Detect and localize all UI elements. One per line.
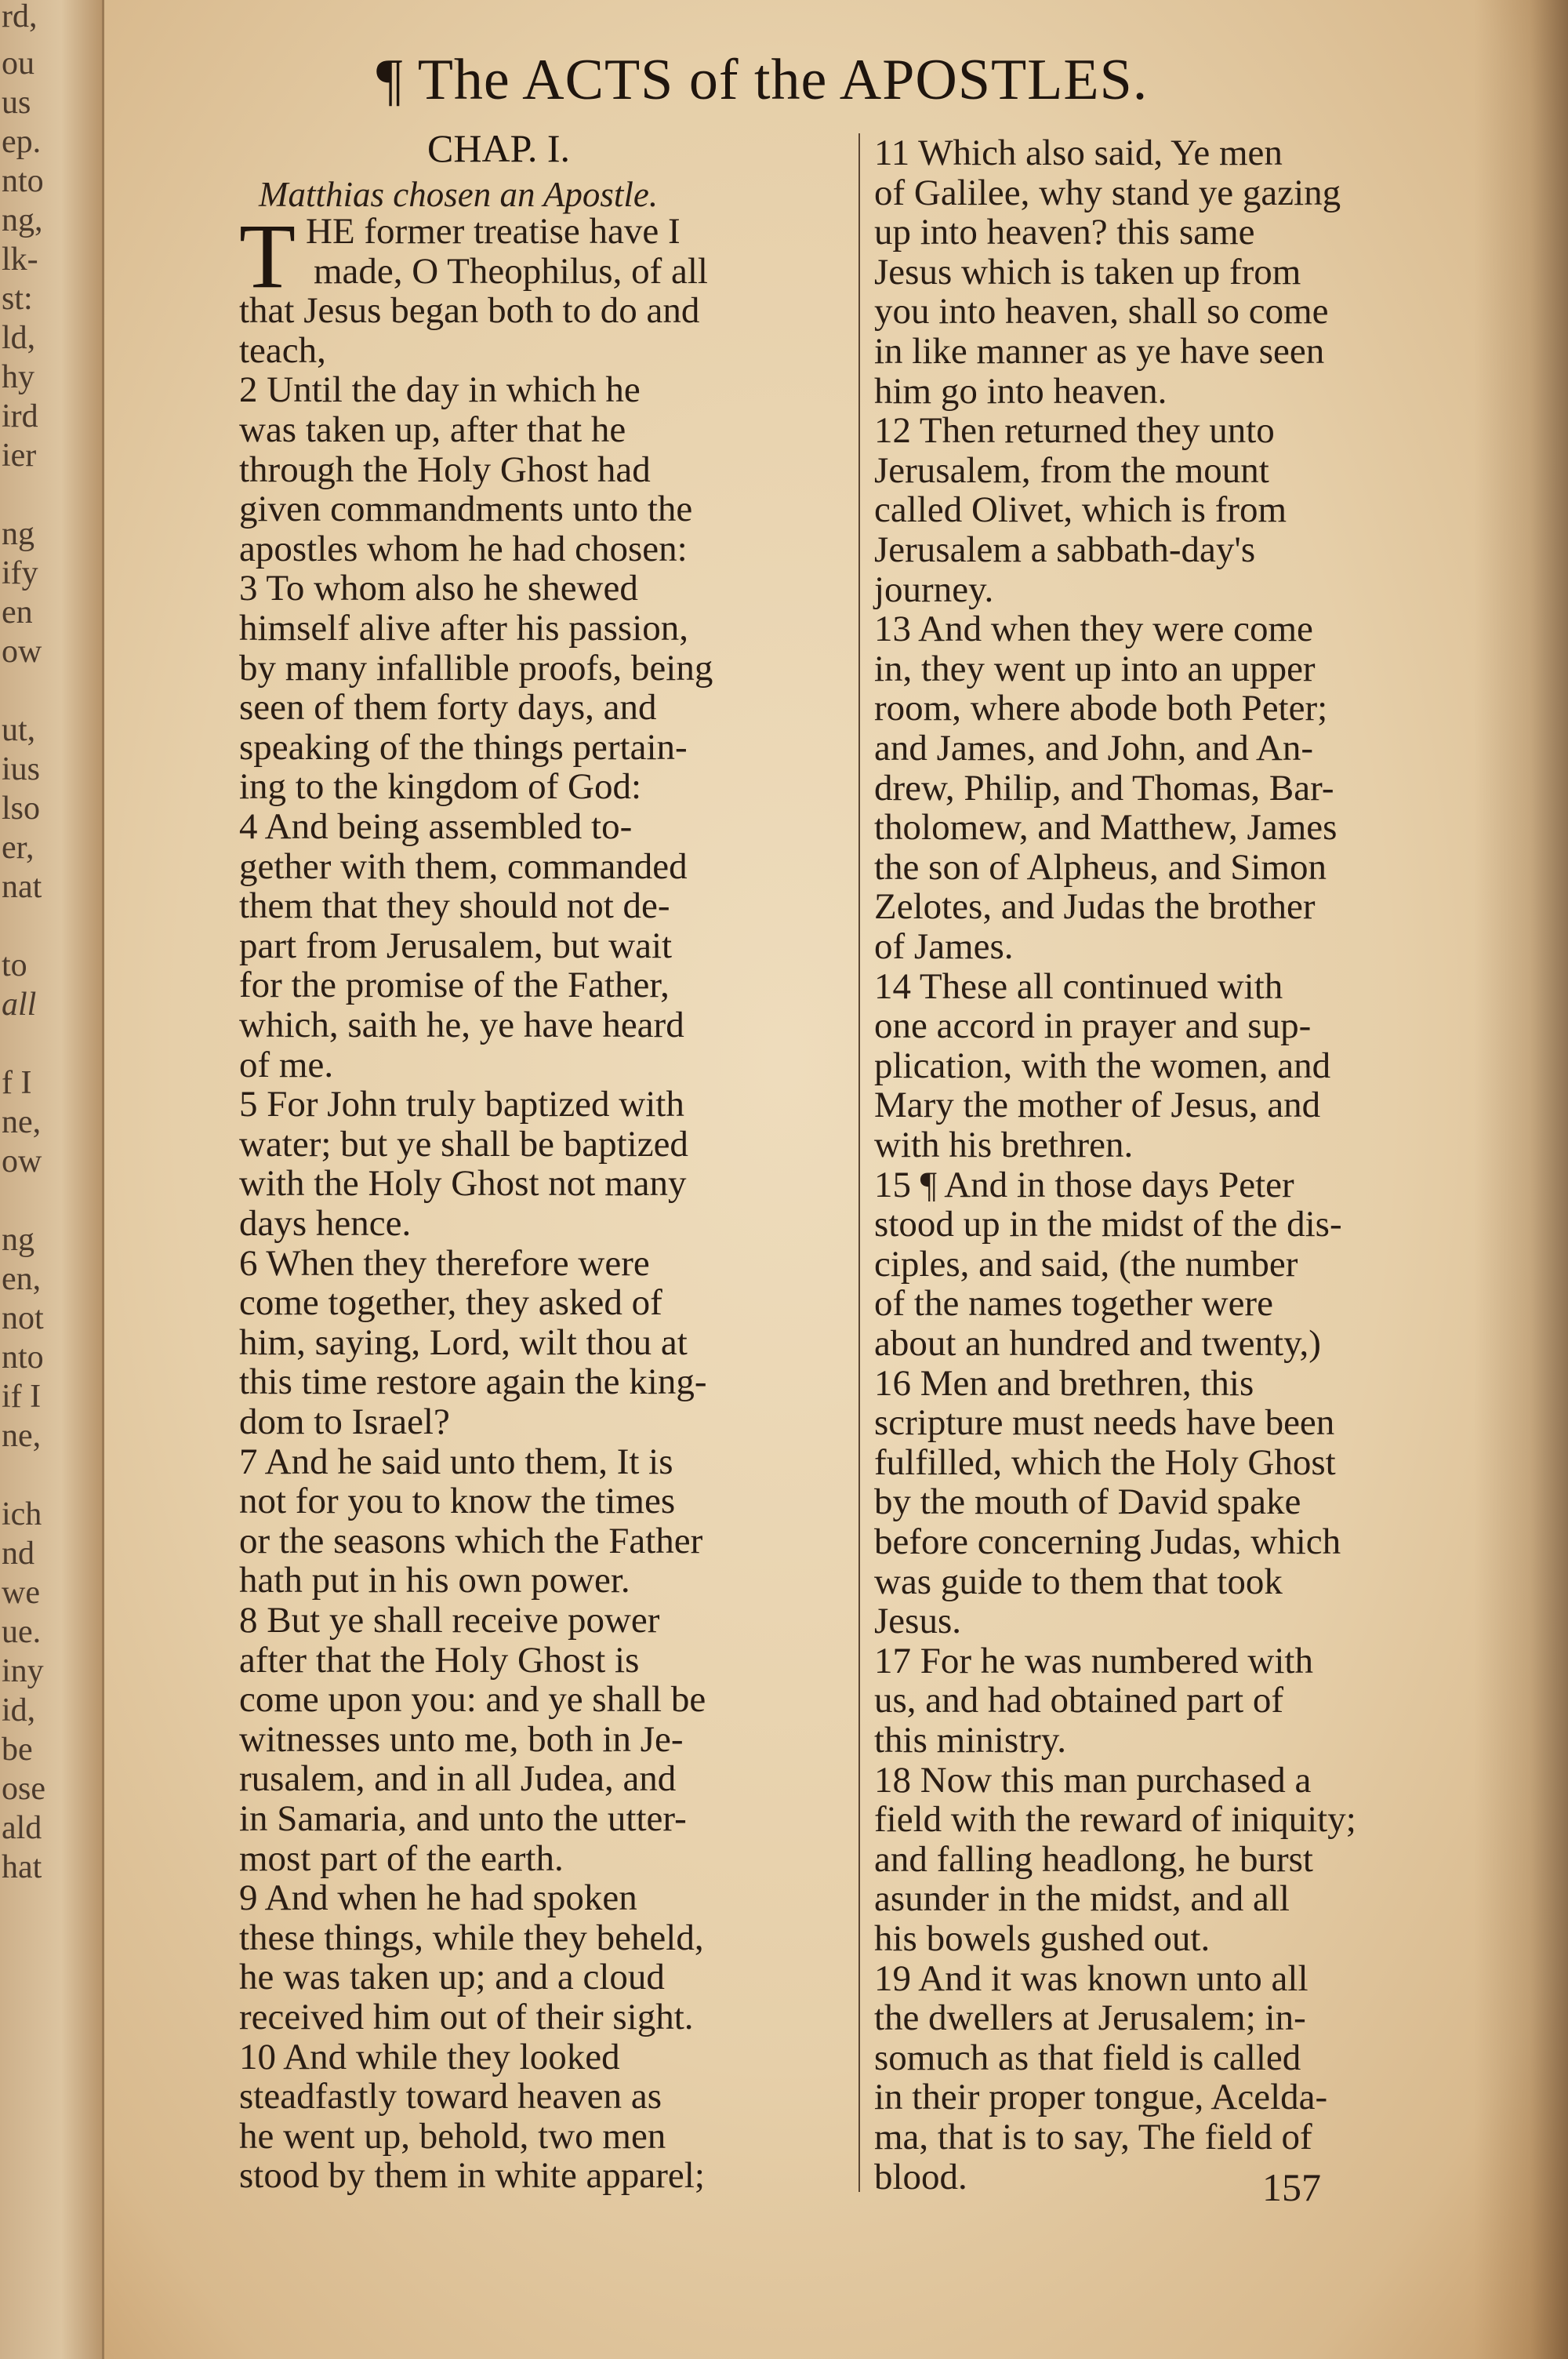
text-line: of me. — [239, 1044, 334, 1085]
text-line: this time restore again the king- — [239, 1361, 707, 1403]
text-line: 10 And while they looked — [239, 2036, 620, 2077]
text-line: water; but ye shall be baptized — [239, 1123, 688, 1165]
text-line: the dwellers at Jerusalem; in- — [874, 1997, 1306, 2039]
facing-page-fragment: ald — [2, 1810, 42, 1846]
text-line: plication, with the women, and — [874, 1045, 1331, 1086]
text-line: 14 These all continued with — [874, 965, 1283, 1007]
facing-page-fragment: lso — [2, 791, 41, 827]
text-line: by many infallible proofs, being — [239, 647, 713, 689]
text-line: Jerusalem, from the mount — [874, 449, 1269, 491]
facing-page-fragment: to — [2, 947, 27, 983]
text-line: 19 And it was known unto all — [874, 1957, 1308, 1999]
facing-page-fragment: all — [2, 987, 37, 1023]
text-line: blood. — [874, 2156, 967, 2197]
text-line: 5 For John truly baptized with — [239, 1084, 684, 1125]
text-line: days hence. — [239, 1203, 412, 1244]
text-line: field with the reward of iniquity; — [874, 1799, 1356, 1841]
facing-page-fragment: ne, — [2, 1418, 42, 1454]
facing-page-fragment: ify — [2, 555, 38, 591]
text-line: come together, they asked of — [239, 1282, 662, 1324]
text-line: in their proper tongue, Acelda- — [874, 2077, 1328, 2118]
facing-page-fragment: ose — [2, 1771, 45, 1807]
text-line: gether with them, commanded — [239, 845, 688, 887]
text-line: scripture must needs have been — [874, 1402, 1335, 1444]
text-line: tholomew, and Matthew, James — [874, 807, 1338, 849]
text-line: given commandments unto the — [239, 489, 693, 530]
text-line: teach, — [239, 329, 326, 371]
text-line: which, saith he, ye have heard — [239, 1005, 684, 1045]
text-line: somuch as that field is called — [874, 2037, 1301, 2078]
text-line: 17 For he was numbered with — [874, 1640, 1313, 1681]
facing-page-fragment: ier — [2, 438, 37, 474]
text-line: 11 Which also said, Ye men — [874, 133, 1283, 173]
drop-cap: T — [239, 205, 296, 307]
text-line: of Galilee, why stand ye gazing — [874, 172, 1341, 213]
facing-page-fragment: hy — [2, 359, 34, 395]
text-line: made, O Theophilus, of all — [314, 250, 708, 292]
facing-page-fragment: ut, — [2, 712, 36, 748]
text-line: Mary the mother of Jesus, and — [874, 1085, 1321, 1126]
facing-page-fragment: nat — [2, 869, 42, 905]
text-line: you into heaven, shall so come — [874, 291, 1329, 333]
text-line: up into heaven? this same — [874, 212, 1255, 253]
text-line: was taken up, after that he — [239, 409, 626, 450]
text-line: 4 And being assembled to- — [239, 806, 633, 847]
column-divider — [858, 133, 860, 2192]
chapter-heading: CHAP. I. — [427, 126, 570, 170]
text-line: for the promise of the Father, — [239, 965, 670, 1006]
text-line: steadfastly toward heaven as — [239, 2076, 662, 2117]
text-line: of James. — [874, 926, 1014, 967]
facing-page-fragment: not — [2, 1300, 44, 1336]
facing-page-fragment: ow — [2, 634, 42, 670]
facing-page-fragment: en, — [2, 1261, 42, 1297]
text-line: seen of them forty days, and — [239, 687, 657, 729]
text-line: 15 ¶ And in those days Peter — [874, 1164, 1294, 1205]
text-line: speaking of the things pertain- — [239, 726, 688, 768]
text-line: part from Jerusalem, but wait — [239, 925, 673, 966]
text-line: ciples, and said, (the number — [874, 1243, 1298, 1285]
text-line: himself alive after his passion, — [239, 608, 688, 649]
text-line: or the seasons which the Father — [239, 1520, 703, 1561]
text-line: dom to Israel? — [239, 1401, 450, 1442]
text-line: and falling headlong, he burst — [874, 1838, 1313, 1880]
text-line: the son of Alpheus, and Simon — [874, 846, 1327, 888]
facing-page-fragment: ird — [2, 398, 38, 434]
text-line: him, saying, Lord, wilt thou at — [239, 1321, 688, 1363]
text-line: Jerusalem a sabbath-day's — [874, 529, 1256, 570]
text-line: stood by them in white apparel; — [239, 2155, 705, 2197]
text-line: with his brethren. — [874, 1125, 1134, 1165]
text-line: before concerning Judas, which — [874, 1521, 1341, 1562]
facing-page-fragment: ng — [2, 1222, 34, 1258]
text-line: in like manner as ye have seen — [874, 331, 1325, 372]
text-line: HE former treatise have I — [306, 211, 681, 252]
facing-page-fragment: we — [2, 1575, 40, 1611]
text-line: in, they went up into an upper — [874, 648, 1316, 689]
facing-page-fragment: f I — [2, 1065, 32, 1101]
facing-page-fragment: ep. — [2, 124, 42, 160]
facing-page-fragment: id, — [2, 1692, 36, 1728]
text-line: them that they should not de- — [239, 885, 670, 927]
text-line: his bowels gushed out. — [874, 1918, 1210, 1959]
text-line: 3 To whom also he shewed — [239, 568, 638, 609]
facing-page-fragment: st: — [2, 281, 33, 317]
text-line: room, where abode both Peter; — [874, 688, 1328, 729]
facing-page-fragment: nto — [2, 163, 44, 199]
text-line: 9 And when he had spoken — [239, 1877, 637, 1919]
text-line: ma, that is to say, The field of — [874, 2117, 1312, 2157]
text-line: 13 And when they were come — [874, 609, 1313, 650]
text-line: these things, while they beheld, — [239, 1917, 704, 1958]
text-line: in Samaria, and unto the utter- — [239, 1798, 687, 1839]
facing-page-fragment: en — [2, 594, 33, 631]
text-line: he went up, behold, two men — [239, 2115, 666, 2157]
text-line: hath put in his own power. — [239, 1560, 630, 1601]
text-line: asunder in the midst, and all — [874, 1878, 1290, 1920]
text-line: him go into heaven. — [874, 370, 1167, 412]
text-line: through the Holy Ghost had — [239, 449, 651, 490]
text-line: 12 Then returned they unto — [874, 410, 1275, 452]
facing-page-fragment: ld, — [2, 320, 36, 356]
text-line: 6 When they therefore were — [239, 1242, 650, 1284]
text-line: received him out of their sight. — [239, 1997, 694, 2037]
text-line: rusalem, and in all Judea, and — [239, 1758, 677, 1800]
text-line: drew, Philip, and Thomas, Bar- — [874, 767, 1334, 809]
text-line: 18 Now this man purchased a — [874, 1759, 1312, 1801]
facing-page-text — [0, 0, 94, 2359]
text-line: Jesus which is taken up from — [874, 251, 1301, 293]
text-line: journey. — [874, 569, 994, 610]
running-header: ¶ The ACTS of the APOSTLES. — [376, 48, 1149, 112]
text-line: 7 And he said unto them, It is — [239, 1441, 673, 1482]
facing-page-fragment: ow — [2, 1143, 42, 1180]
page-number: 157 — [1262, 2165, 1321, 2209]
text-line: stood up in the midst of the dis- — [874, 1204, 1342, 1245]
facing-page-fragment: rd, — [2, 0, 38, 35]
facing-page-fragment: nd — [2, 1536, 34, 1572]
text-line: not for you to know the times — [239, 1481, 676, 1522]
text-line: us, and had obtained part of — [874, 1680, 1284, 1721]
page-edge-shading — [1474, 0, 1568, 2359]
facing-page-fragment: if I — [2, 1379, 42, 1415]
chapter-summary: Matthias chosen an Apostle. — [259, 175, 659, 214]
text-line: that Jesus began both to do and — [239, 290, 700, 332]
text-line: ing to the kingdom of God: — [239, 766, 642, 808]
text-line: Zelotes, and Judas the brother — [874, 886, 1316, 928]
text-line: after that the Holy Ghost is — [239, 1639, 640, 1681]
text-line: with the Holy Ghost not many — [239, 1163, 687, 1205]
text-line: about an hundred and twenty,) — [874, 1323, 1321, 1364]
text-line: witnesses unto me, both in Je- — [239, 1718, 684, 1760]
facing-page-fragment: ius — [2, 751, 41, 787]
facing-page-fragment: ne, — [2, 1104, 42, 1140]
facing-page-fragment: ou — [2, 45, 34, 82]
text-line: called Olivet, which is from — [874, 489, 1287, 531]
text-line: most part of the earth. — [239, 1837, 564, 1879]
facing-page-fragment: be — [2, 1732, 33, 1768]
text-line: apostles whom he had chosen: — [239, 528, 688, 569]
facing-page-fragment: er, — [2, 830, 34, 866]
facing-page-fragment: ue. — [2, 1614, 42, 1650]
text-line: 16 Men and brethren, this — [874, 1362, 1254, 1404]
text-line: this ministry. — [874, 1720, 1067, 1761]
facing-page-fragment: ich — [2, 1496, 42, 1532]
text-line: fulfilled, which the Holy Ghost — [874, 1441, 1336, 1483]
text-line: was guide to them that took — [874, 1561, 1283, 1602]
facing-page-fragment: lk- — [2, 242, 38, 278]
text-line: Jesus. — [874, 1601, 961, 1642]
text-line: of the names together were — [874, 1283, 1273, 1325]
text-line: 2 Until the day in which he — [239, 369, 641, 411]
text-line: 8 But ye shall receive power — [239, 1600, 660, 1641]
facing-page-fragment: nto — [2, 1339, 44, 1376]
text-line: come upon you: and ye shall be — [239, 1679, 706, 1721]
text-line: by the mouth of David spake — [874, 1481, 1301, 1523]
text-line: one accord in prayer and sup- — [874, 1005, 1312, 1047]
facing-page-fragment: hat — [2, 1849, 42, 1885]
facing-page-fragment: us — [2, 85, 31, 121]
text-line: he was taken up; and a cloud — [239, 1957, 665, 1998]
text-line: and James, and John, and An- — [874, 728, 1313, 769]
facing-page-fragment: ng — [2, 516, 34, 552]
facing-page-fragment: ng, — [2, 202, 43, 238]
facing-page-fragment: iny — [2, 1653, 44, 1689]
